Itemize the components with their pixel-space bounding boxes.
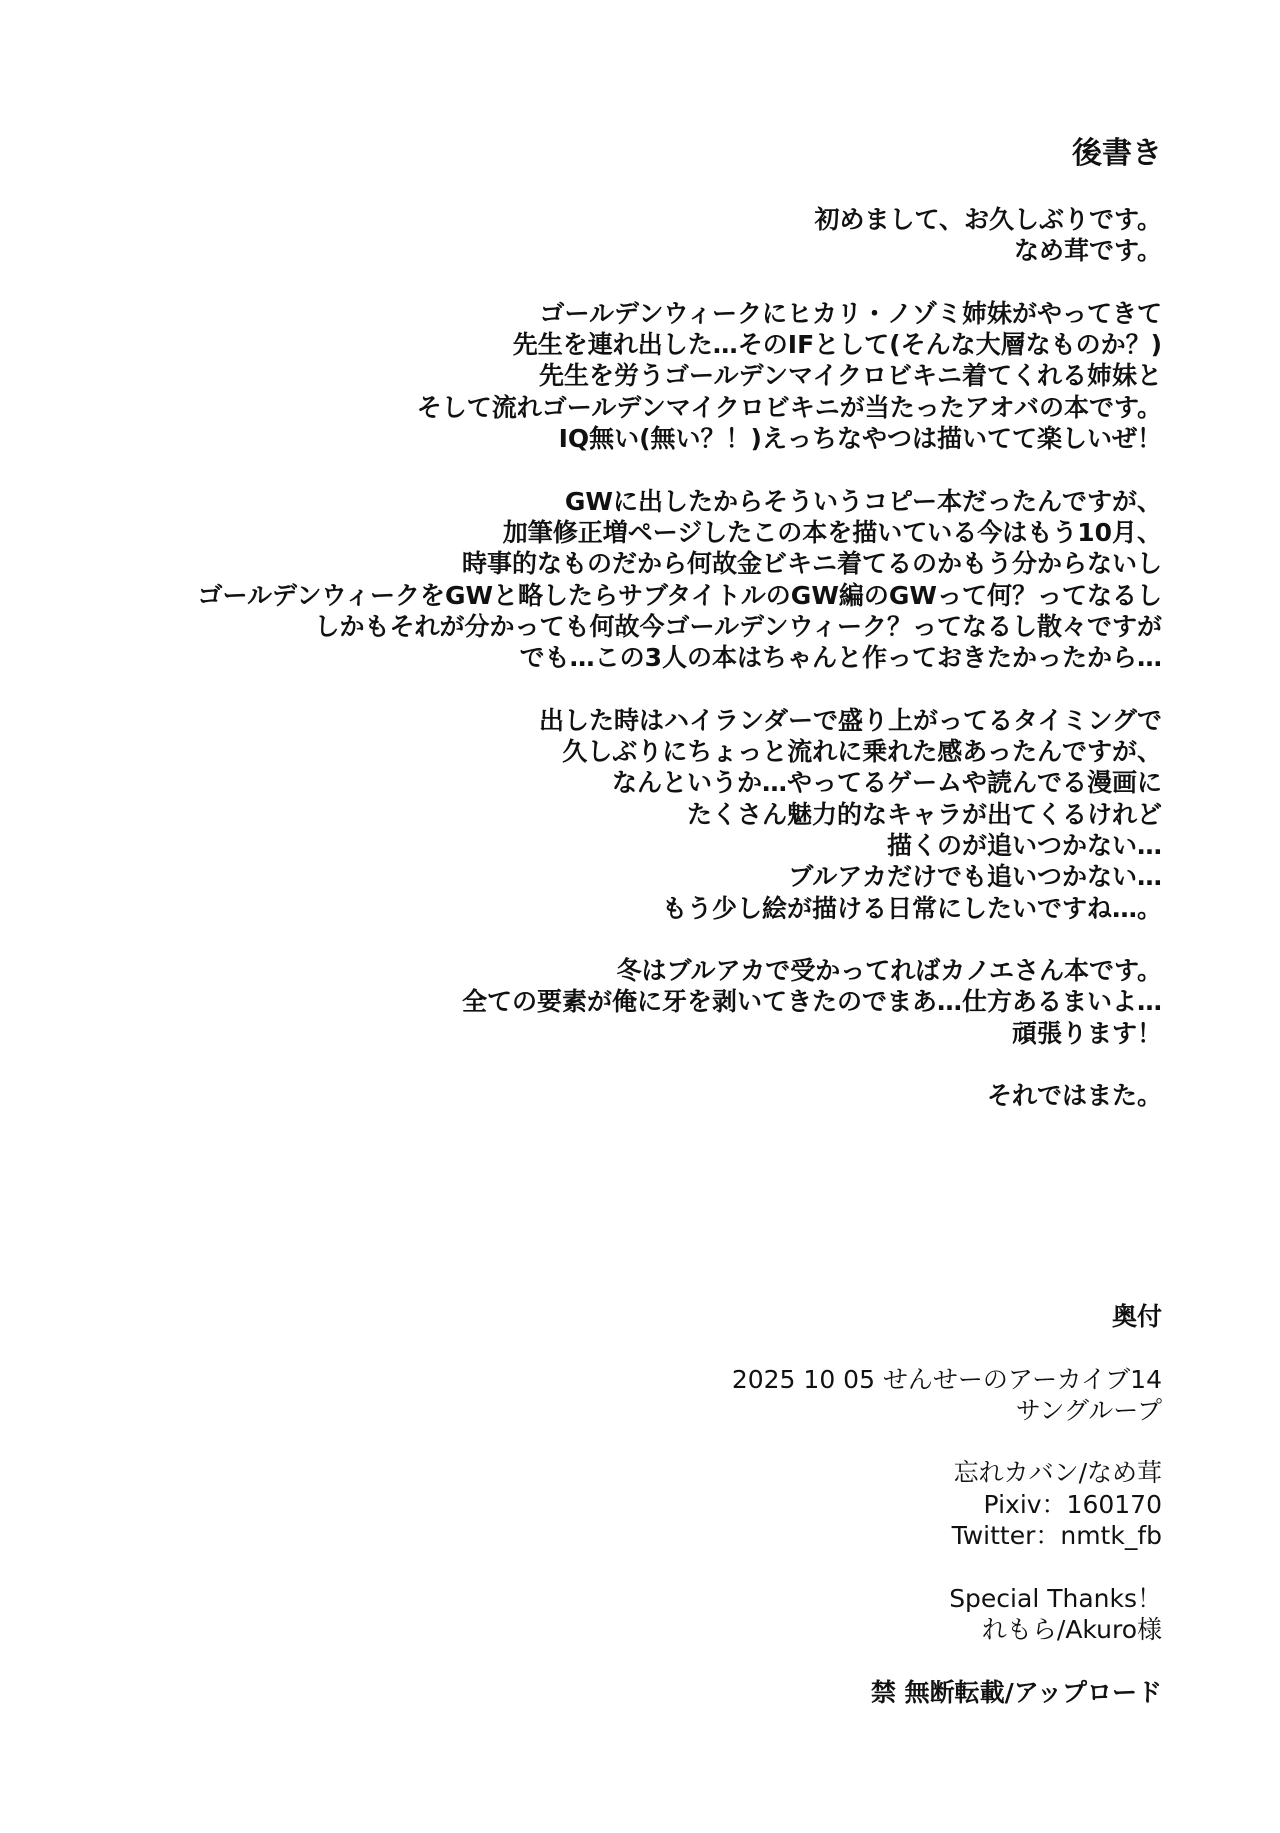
afterword-line: 初めまして、お久しぶりです。 xyxy=(814,205,1162,234)
colophon-line: Pixiv：160170 xyxy=(983,1489,1162,1519)
colophon-line: Twitter：nmtk_fb xyxy=(951,1521,1162,1551)
colophon-line: Special Thanks！ xyxy=(949,1583,1162,1613)
afterword-line: ゴールデンウィークにヒカリ・ノゾミ姉妹がやってきて xyxy=(539,298,1162,328)
afterword-line: 先生を労うゴールデンマイクロビキニ着てくれる姉妹と xyxy=(538,361,1162,391)
afterword-line: でも…この3人の本はちゃんと作っておきたかったから… xyxy=(519,643,1162,673)
afterword-line: 先生を連れ出した…そのIFとして(そんな大層なものか？) xyxy=(512,330,1162,360)
afterword-line: GWに出したからそういうコピー本だったんですが、 xyxy=(564,486,1162,516)
blank-line xyxy=(197,924,1162,955)
afterword-line: それではまた。 xyxy=(986,1081,1162,1111)
afterword-line: ブルアカだけでも追いつかない… xyxy=(788,862,1162,892)
blank-line xyxy=(732,1551,1162,1582)
blank-line xyxy=(197,267,1162,298)
blank-line xyxy=(197,1049,1162,1080)
afterword-line: 加筆修正増ページしたこの本を描いている今はもう10月、 xyxy=(502,517,1162,547)
afterword-line: 久しぶりにちょっと流れに乗れた感あったんですが、 xyxy=(562,737,1162,767)
blank-line xyxy=(732,1426,1162,1457)
colophon-line: 禁 無断転載/アップロード xyxy=(870,1677,1162,1707)
colophon-line: れもら/Akuro様 xyxy=(981,1614,1162,1644)
afterword-line: なめ茸です。 xyxy=(1013,236,1162,266)
colophon-line: サングループ xyxy=(1015,1395,1162,1425)
afterword-line: IQ無い(無い？！)えっちなやつは描いてて楽しいぜ！ xyxy=(558,424,1162,454)
blank-line xyxy=(732,1332,1162,1363)
afterword-line: 出した時はハイランダーで盛り上がってるタイミングで xyxy=(538,705,1162,735)
colophon-line: 忘れカバン/なめ茸 xyxy=(953,1458,1162,1488)
colophon xyxy=(732,1301,1162,1708)
blank-line xyxy=(732,1645,1162,1676)
afterword-line: 頑張ります！ xyxy=(1011,1018,1162,1048)
afterword-line: 冬はブルアカで受かってればカノエさん本です。 xyxy=(616,956,1162,986)
afterword-line: たくさん魅力的なキャラが出てくるけれど xyxy=(686,799,1162,829)
afterword-line: ゴールデンウィークをGWと略したらサブタイトルのGW編のGWって何？ってなるし xyxy=(197,580,1162,610)
afterword-line: しかもそれが分かっても何故今ゴールデンウィーク？ってなるし散々ですが xyxy=(314,611,1162,641)
afterword-line: 描くのが追いつかない… xyxy=(886,830,1162,860)
afterword-line: 時事的なものだから何故金ビキニ着てるのかもう分からないし xyxy=(461,549,1162,579)
afterword-title: 後書き xyxy=(1072,136,1162,171)
afterword-line: そして流れゴールデンマイクロビキニが当たったアオバの本です。 xyxy=(416,392,1162,422)
colophon-line: 2025 10 05 せんせーのアーカイブ14 xyxy=(731,1364,1162,1394)
afterword-body xyxy=(197,204,1162,1112)
afterword-line: もう少し絵が描ける日常にしたいですね…。 xyxy=(661,893,1162,923)
afterword-line: なんというか…やってるゲームや読んでる漫画に xyxy=(611,768,1162,798)
blank-line xyxy=(197,673,1162,704)
colophon-line: 奥付 xyxy=(1111,1302,1162,1331)
afterword-line: 全ての要素が俺に牙を剥いてきたのでまあ…仕方あるまいよ… xyxy=(461,987,1162,1017)
blank-line xyxy=(197,454,1162,485)
